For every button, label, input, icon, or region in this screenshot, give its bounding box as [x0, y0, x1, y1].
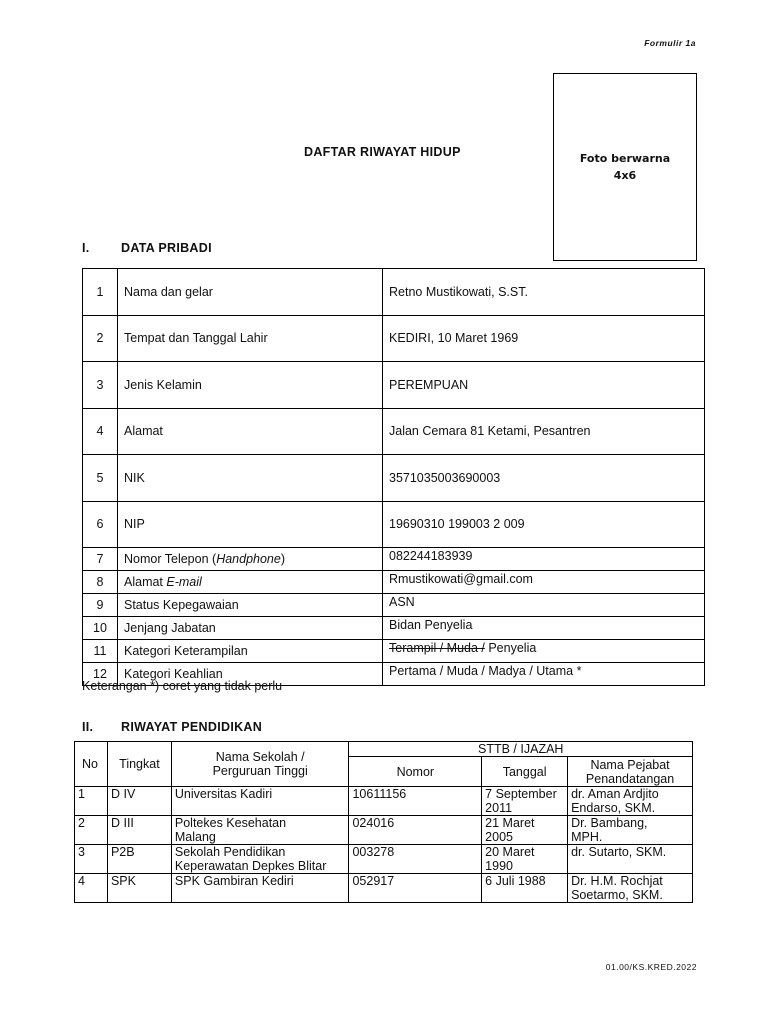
field-label: NIK	[118, 455, 383, 502]
header-no: No	[75, 742, 108, 787]
footnote: Keterangan *) coret yang tidak perlu	[82, 679, 283, 693]
cell-nomor: 003278	[349, 845, 482, 874]
row-number: 4	[75, 874, 108, 903]
field-label: Tempat dan Tanggal Lahir	[118, 315, 383, 362]
row-number: 10	[83, 617, 118, 640]
table-row	[83, 548, 705, 571]
header-text: Nama Sekolah /	[215, 750, 305, 764]
education-table	[74, 741, 693, 903]
field-label	[118, 548, 383, 571]
cell-tingkat: D III	[107, 816, 171, 845]
header-nama-sekolah	[171, 742, 349, 787]
photo-label: Foto berwarna	[579, 152, 671, 165]
value-text: Penyelia	[484, 641, 537, 655]
table-row	[83, 269, 705, 316]
cell-sekolah	[171, 816, 349, 845]
table-row	[83, 455, 705, 502]
cell-text: Malang	[174, 830, 216, 844]
row-number: 4	[83, 408, 118, 455]
field-label: Jenjang Jabatan	[118, 617, 383, 640]
cell-sekolah	[171, 845, 349, 874]
row-number: 2	[83, 315, 118, 362]
cell-nomor: 024016	[349, 816, 482, 845]
cell-tanggal	[482, 845, 568, 874]
cell-text: 7 September	[485, 787, 557, 801]
section-title: RIWAYAT PENDIDIKAN	[121, 720, 263, 734]
cell-tingkat: D IV	[107, 787, 171, 816]
cell-tanggal	[482, 816, 568, 845]
section-heading-riwayat-pendidikan	[82, 720, 262, 734]
label-text: Alamat	[124, 575, 167, 589]
field-value: KEDIRI, 10 Maret 1969	[383, 315, 705, 362]
table-row	[75, 816, 693, 845]
section-title: DATA PRIBADI	[121, 241, 212, 255]
row-number: 3	[75, 845, 108, 874]
header-text: Perguruan Tinggi	[212, 764, 308, 778]
field-label: Nama dan gelar	[118, 269, 383, 316]
table-row	[83, 501, 705, 548]
cell-text: Dr. Bambang,	[571, 816, 648, 830]
header-tingkat: Tingkat	[107, 742, 171, 787]
field-label: NIP	[118, 501, 383, 548]
label-text: Nomor Telepon (	[124, 552, 217, 566]
cell-tingkat: P2B	[107, 845, 171, 874]
row-number: 1	[75, 787, 108, 816]
field-value: Jalan Cemara 81 Ketami, Pesantren	[383, 408, 705, 455]
section-heading-data-pribadi	[82, 241, 212, 255]
field-value: Pertama / Muda / Madya / Utama *	[383, 663, 705, 686]
cell-text: 20 Maret	[485, 845, 535, 859]
photo-size: 4x6	[613, 169, 637, 182]
cell-text: Soetarmo, SKM.	[571, 888, 663, 902]
struck-value: Terampil / Muda /	[389, 641, 485, 655]
cell-tanggal	[482, 874, 568, 903]
cell-pejabat	[568, 874, 693, 903]
header-sttb-ijazah: STTB / IJAZAH	[349, 742, 693, 757]
cell-text: SPK Gambiran Kediri	[174, 874, 294, 888]
cell-text: Dr. H.M. Rochjat	[571, 874, 663, 888]
personal-data-table	[82, 268, 705, 686]
cell-text: 2005	[485, 830, 513, 844]
cell-text: 21 Maret	[485, 816, 535, 830]
cell-text: dr. Aman Ardjito	[571, 787, 659, 801]
table-row	[75, 874, 693, 903]
cell-tingkat: SPK	[107, 874, 171, 903]
field-label: Jenis Kelamin	[118, 362, 383, 409]
cell-text: 1990	[485, 859, 513, 873]
cell-text: Sekolah Pendidikan	[174, 845, 286, 859]
header-tanggal: Tanggal	[482, 757, 568, 787]
form-code: Formulir 1a	[644, 38, 696, 48]
row-number: 1	[83, 269, 118, 316]
cell-text: Endarso, SKM.	[571, 801, 656, 815]
field-value: Retno Mustikowati, S.ST.	[383, 269, 705, 316]
row-number: 12	[83, 663, 118, 686]
cell-sekolah	[171, 874, 349, 903]
field-value: ASN	[383, 594, 705, 617]
field-label: Kategori Keahlian	[118, 663, 383, 686]
table-row	[83, 640, 705, 663]
cell-text: Poltekes Kesehatan	[174, 816, 287, 830]
cell-text: Universitas Kadiri	[174, 787, 273, 801]
label-italic: E-mail	[166, 575, 202, 589]
cell-text: Keperawatan Depkes Blitar	[174, 859, 327, 873]
cell-text: 6 Juli 1988	[485, 874, 546, 888]
table-row	[83, 362, 705, 409]
field-value	[383, 640, 705, 663]
field-value: 19690310 199003 2 009	[383, 501, 705, 548]
cell-pejabat	[568, 816, 693, 845]
row-number: 8	[83, 571, 118, 594]
field-value: Rmustikowati@gmail.com	[383, 571, 705, 594]
field-value: 3571035003690003	[383, 455, 705, 502]
field-label: Kategori Keterampilan	[118, 640, 383, 663]
field-label: Alamat	[118, 408, 383, 455]
section-number: I.	[82, 241, 90, 255]
photo-placeholder	[553, 73, 697, 261]
cell-pejabat	[568, 787, 693, 816]
cell-pejabat	[568, 845, 693, 874]
field-value: Bidan Penyelia	[383, 617, 705, 640]
row-number: 11	[83, 640, 118, 663]
table-row	[75, 787, 693, 816]
row-number: 7	[83, 548, 118, 571]
cell-nomor: 052917	[349, 874, 482, 903]
field-label: Status Kepegawaian	[118, 594, 383, 617]
section-number: II.	[82, 720, 94, 734]
table-row	[83, 315, 705, 362]
cell-text: MPH.	[571, 830, 603, 844]
cell-text: 2011	[485, 801, 513, 815]
header-nama-pejabat	[568, 757, 693, 787]
header-text: Penandatangan	[585, 771, 675, 786]
table-row	[83, 617, 705, 640]
header-nomor: Nomor	[349, 757, 482, 787]
table-row	[83, 571, 705, 594]
cell-nomor: 10611156	[349, 787, 482, 816]
table-row	[75, 845, 693, 874]
label-text: )	[280, 552, 286, 566]
row-number: 6	[83, 501, 118, 548]
cell-sekolah	[171, 787, 349, 816]
field-label	[118, 571, 383, 594]
table-header-row	[75, 742, 693, 757]
table-row	[83, 594, 705, 617]
row-number: 2	[75, 816, 108, 845]
row-number: 5	[83, 455, 118, 502]
header-text: Nama Pejabat	[590, 757, 670, 772]
row-number: 9	[83, 594, 118, 617]
cell-tanggal	[482, 787, 568, 816]
label-italic: Handphone	[216, 552, 281, 566]
table-row	[83, 408, 705, 455]
row-number: 3	[83, 362, 118, 409]
footer-code: 01.00/KS.KRED.2022	[605, 962, 697, 972]
document-title: DAFTAR RIWAYAT HIDUP	[304, 145, 461, 159]
cell-text: dr. Sutarto, SKM.	[571, 845, 667, 859]
field-value: PEREMPUAN	[383, 362, 705, 409]
field-value: 082244183939	[383, 548, 705, 571]
